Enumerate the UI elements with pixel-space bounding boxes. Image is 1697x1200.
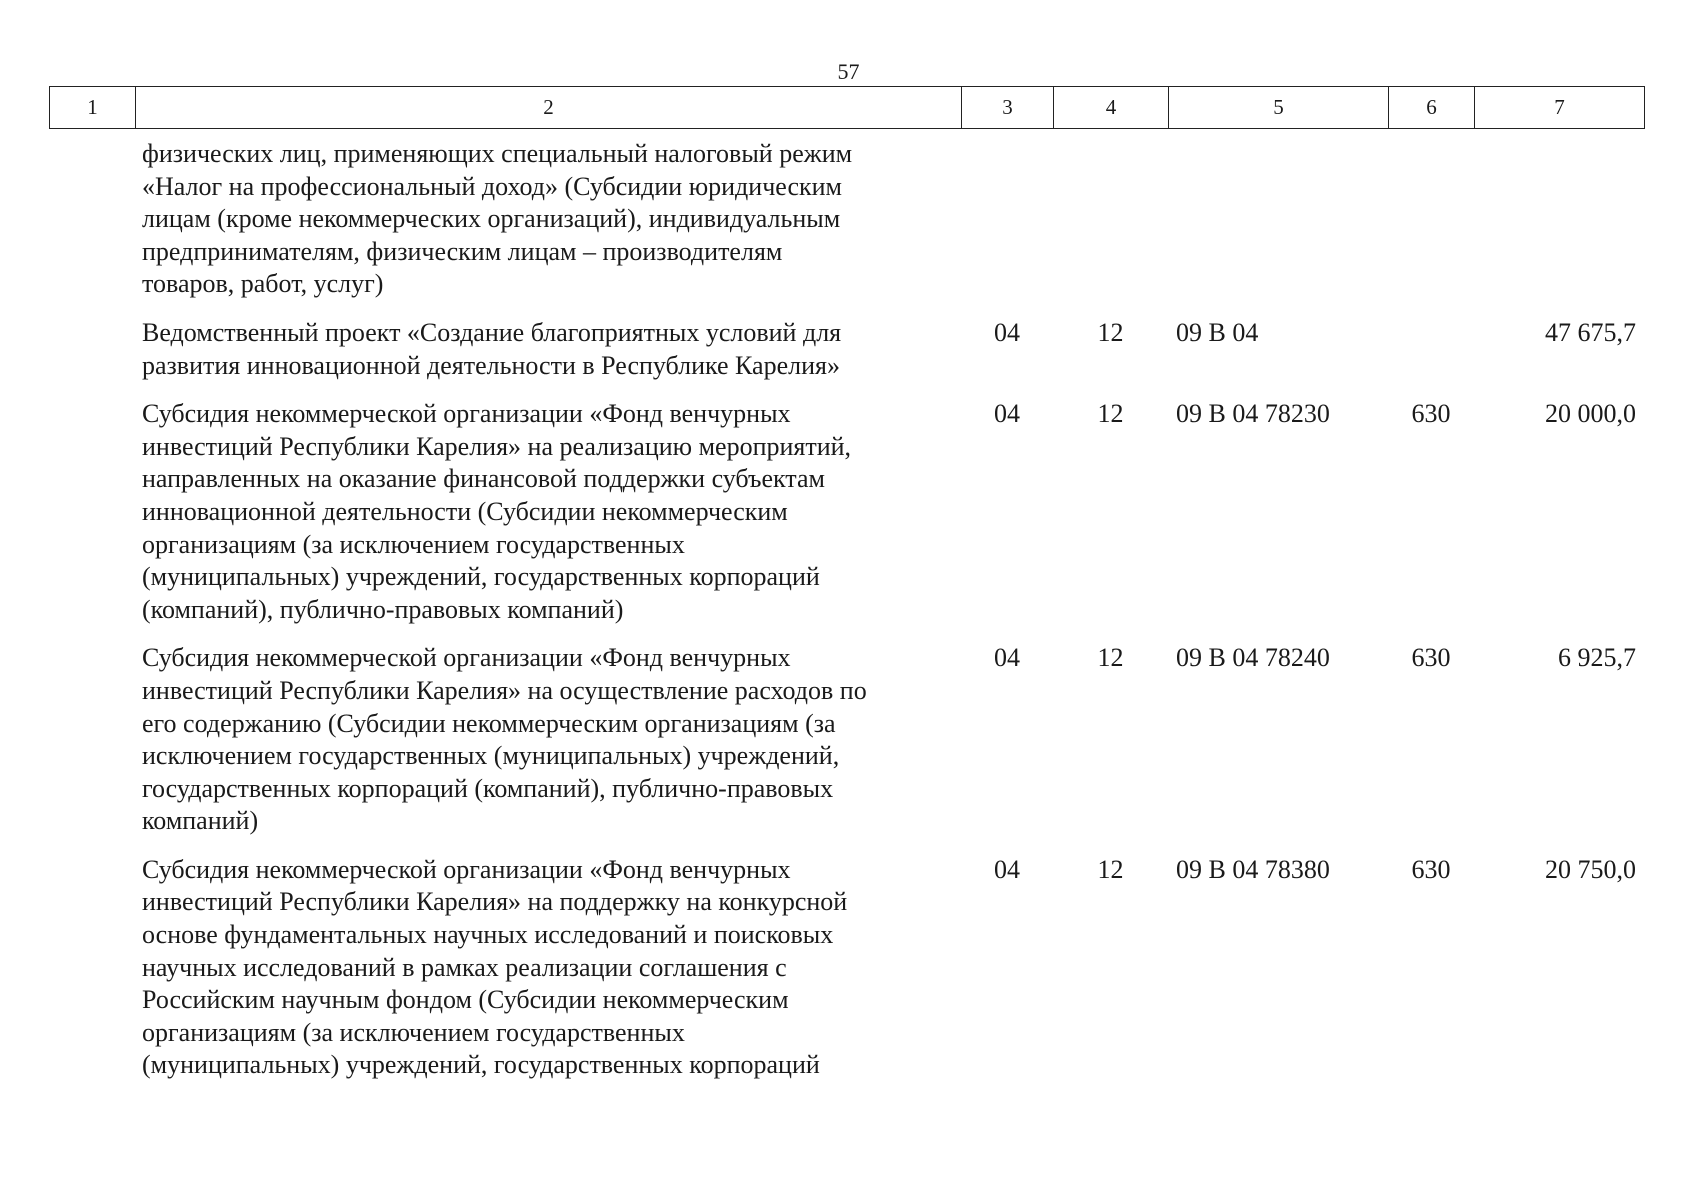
header-col-4: 4 [1054, 87, 1169, 129]
description-line: Субсидия некоммерческой организации «Фонд венчурных [142, 399, 791, 429]
description-line: направленных на оказание финансовой поддержки субъектам [142, 464, 825, 494]
description-line: Российским научным фондом (Субсидии некоммерческим [142, 985, 789, 1015]
amount-cell: 20 750,0 [1545, 854, 1636, 884]
description-line: инновационной деятельности (Субсидии некоммерческим [142, 496, 788, 526]
description-line: предпринимателям, физическим лицам – производителям [142, 236, 783, 266]
target-article-cell: 09 В 04 78240 [1176, 643, 1330, 673]
header-row [50, 87, 1645, 129]
subsection-code-cell: 12 [1097, 643, 1124, 673]
row-number-cell [49, 398, 135, 626]
target-article-cell: 09 В 04 [1176, 317, 1259, 347]
description-line: научных исследований в рамках реализации соглашения с [142, 952, 787, 982]
page-number: 57 [837, 59, 860, 84]
description-cell [135, 317, 961, 382]
description-line: исключением государственных (муниципальных) учреждений, [142, 741, 840, 771]
description-line: организациям (за исключением государственных [142, 529, 685, 559]
subsection-code-cell [1053, 138, 1168, 301]
description-line: «Налог на профессиональный доход» (Субсидии юридическим [142, 171, 842, 201]
description-cell [135, 138, 961, 301]
table-row [49, 398, 1644, 626]
description-line: Субсидия некоммерческой организации «Фонд венчурных [142, 643, 791, 673]
target-article-cell [1168, 138, 1388, 301]
section-code-cell: 04 [994, 399, 1020, 429]
description-line: лицам (кроме некоммерческих организаций), индивидуальным [142, 204, 841, 234]
description-line: (муниципальных) учреждений, государственных корпораций [142, 562, 820, 592]
header-col-5: 5 [1169, 87, 1389, 129]
subsection-code-cell: 12 [1097, 399, 1124, 429]
header-col-2: 2 [136, 87, 962, 129]
description-cell [135, 642, 961, 838]
description-line: Ведомственный проект «Создание благоприятных условий для [142, 317, 842, 347]
header-col-7: 7 [1475, 87, 1645, 129]
description-line: инвестиций Республики Карелия» на осуществление расходов по [142, 675, 867, 705]
column-header-table [49, 86, 1645, 129]
description-line: инвестиций Республики Карелия» на поддержку на конкурсной [142, 887, 848, 917]
description-line: организациям (за исключением государственных [142, 1017, 685, 1047]
description-line: основе фундаментальных научных исследований и поисковых [142, 920, 834, 950]
table-body [49, 138, 1644, 1098]
description-cell [135, 854, 961, 1082]
header-col-6: 6 [1389, 87, 1475, 129]
header-col-1: 1 [50, 87, 136, 129]
table-row [49, 854, 1644, 1082]
description-line: физических лиц, применяющих специальный налоговый режим [142, 139, 853, 168]
section-code-cell: 04 [994, 317, 1020, 347]
section-code-cell [961, 138, 1053, 301]
section-code-cell: 04 [994, 643, 1020, 673]
row-number-cell [49, 642, 135, 838]
subsection-code-cell: 12 [1097, 854, 1124, 884]
description-line: развития инновационной деятельности в Республике Карелия» [142, 350, 840, 380]
description-line: инвестиций Республики Карелия» на реализацию мероприятий, [142, 431, 852, 461]
description-line: (муниципальных) учреждений, государственных корпораций [142, 1050, 820, 1080]
table-row [49, 317, 1644, 382]
expense-type-cell [1388, 317, 1474, 382]
expense-type-cell: 630 [1411, 399, 1451, 429]
section-code-cell: 04 [994, 854, 1020, 884]
expense-type-cell: 630 [1411, 643, 1451, 673]
description-line: компаний) [142, 806, 259, 836]
row-number-cell [49, 854, 135, 1082]
target-article-cell: 09 В 04 78230 [1176, 399, 1330, 429]
expense-type-cell [1388, 138, 1474, 301]
header-col-3: 3 [962, 87, 1054, 129]
row-number-cell [49, 138, 135, 301]
amount-cell: 47 675,7 [1545, 317, 1636, 347]
description-line: государственных корпораций (компаний), публично-правовых [142, 773, 834, 803]
description-line: товаров, работ, услуг) [142, 269, 384, 299]
description-line: Субсидия некоммерческой организации «Фонд венчурных [142, 854, 791, 884]
row-number-cell [49, 317, 135, 382]
description-line: (компаний), публично-правовых компаний) [142, 594, 624, 624]
target-article-cell: 09 В 04 78380 [1176, 854, 1330, 884]
expense-type-cell: 630 [1411, 854, 1451, 884]
table-row [49, 138, 1644, 301]
description-cell [135, 398, 961, 626]
subsection-code-cell: 12 [1097, 317, 1124, 347]
table-row [49, 642, 1644, 838]
amount-cell: 6 925,7 [1558, 643, 1636, 673]
amount-cell [1474, 138, 1644, 301]
amount-cell: 20 000,0 [1545, 399, 1636, 429]
description-line: его содержанию (Субсидии некоммерческим организациям (за [142, 708, 836, 738]
